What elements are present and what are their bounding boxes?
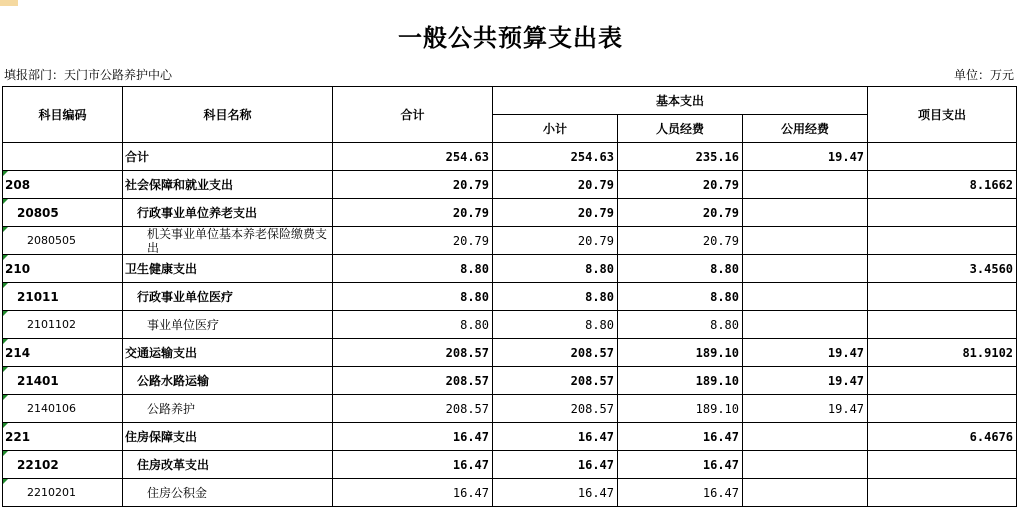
table-row[interactable] xyxy=(3,339,1017,367)
cell-name-text: 卫生健康支出 xyxy=(125,262,198,276)
cell-subtotal[interactable]: 20.79 xyxy=(493,227,618,255)
cell-name-text: 行政事业单位医疗 xyxy=(137,290,234,304)
cell-subtotal[interactable]: 8.80 xyxy=(493,311,618,339)
unit-label: 单位：万元 xyxy=(953,68,1014,82)
cell-personnel[interactable]: 189.10 xyxy=(618,339,743,367)
cell-public[interactable]: 19.47 xyxy=(743,143,868,171)
cell-comment-marker xyxy=(3,479,8,484)
cell-name[interactable] xyxy=(123,199,333,227)
cell-name-text: 住房保障支出 xyxy=(125,430,198,444)
cell-comment-marker xyxy=(3,283,8,288)
cell-total[interactable]: 20.79 xyxy=(333,227,493,255)
cell-subtotal[interactable]: 208.57 xyxy=(493,339,618,367)
cell-name[interactable] xyxy=(123,255,333,283)
cell-name-text: 住房公积金 xyxy=(147,486,208,500)
cell-name[interactable] xyxy=(123,283,333,311)
cell-code[interactable] xyxy=(3,143,123,171)
cell-personnel[interactable]: 16.47 xyxy=(618,423,743,451)
header-subtotal: 小计 xyxy=(493,115,618,143)
cell-name[interactable] xyxy=(123,311,333,339)
cell-personnel[interactable]: 20.79 xyxy=(618,199,743,227)
cell-code-text: 2210201 xyxy=(27,486,76,499)
header-name: 科目名称 xyxy=(123,87,333,143)
table-row[interactable] xyxy=(3,199,1017,227)
cell-project[interactable] xyxy=(868,451,1017,479)
table-row[interactable] xyxy=(3,255,1017,283)
cell-comment-marker xyxy=(3,199,8,204)
cell-total[interactable]: 16.47 xyxy=(333,451,493,479)
cell-public[interactable]: 19.47 xyxy=(743,395,868,423)
cell-total[interactable]: 16.47 xyxy=(333,479,493,507)
table-row[interactable] xyxy=(3,395,1017,423)
cell-code[interactable] xyxy=(3,367,123,395)
cell-code[interactable] xyxy=(3,227,123,255)
cell-comment-marker xyxy=(3,255,8,260)
cell-name-text: 公路养护 xyxy=(147,402,196,416)
cell-public[interactable] xyxy=(743,423,868,451)
cell-name-text: 机关事业单位基本养老保险缴费支出 xyxy=(147,227,328,254)
cell-total[interactable]: 20.79 xyxy=(333,171,493,199)
table-row[interactable] xyxy=(3,283,1017,311)
cell-project[interactable] xyxy=(868,143,1017,171)
cell-personnel[interactable]: 235.16 xyxy=(618,143,743,171)
cell-personnel[interactable]: 16.47 xyxy=(618,479,743,507)
cell-public[interactable] xyxy=(743,311,868,339)
cell-total[interactable]: 208.57 xyxy=(333,339,493,367)
table-row[interactable] xyxy=(3,143,1017,171)
cell-total[interactable]: 8.80 xyxy=(333,311,493,339)
cell-subtotal[interactable]: 16.47 xyxy=(493,479,618,507)
header-public: 公用经费 xyxy=(743,115,868,143)
cell-name-text: 社会保障和就业支出 xyxy=(125,178,234,192)
cell-subtotal[interactable]: 16.47 xyxy=(493,451,618,479)
cell-comment-marker xyxy=(3,227,8,232)
cell-name-text: 交通运输支出 xyxy=(125,346,198,360)
cell-code-text: 210 xyxy=(5,261,31,276)
cell-name[interactable] xyxy=(123,171,333,199)
cell-name[interactable] xyxy=(123,339,333,367)
cell-name[interactable] xyxy=(123,367,333,395)
cell-total[interactable]: 208.57 xyxy=(333,395,493,423)
cell-code[interactable] xyxy=(3,451,123,479)
cell-code-text: 214 xyxy=(5,345,31,360)
budget-table xyxy=(2,86,1017,507)
cell-code-text: 221 xyxy=(5,429,31,444)
table-row[interactable] xyxy=(3,311,1017,339)
cell-comment-marker xyxy=(3,423,8,428)
cell-comment-marker xyxy=(3,311,8,316)
cell-public[interactable]: 19.47 xyxy=(743,339,868,367)
cell-total[interactable]: 20.79 xyxy=(333,199,493,227)
cell-subtotal[interactable]: 20.79 xyxy=(493,171,618,199)
cell-project[interactable]: 81.9102 xyxy=(868,339,1017,367)
cell-personnel[interactable]: 189.10 xyxy=(618,395,743,423)
cell-code[interactable] xyxy=(3,255,123,283)
cell-subtotal[interactable]: 208.57 xyxy=(493,367,618,395)
cell-code[interactable] xyxy=(3,311,123,339)
cell-comment-marker xyxy=(3,367,8,372)
cell-public[interactable] xyxy=(743,451,868,479)
cell-name-text: 合计 xyxy=(125,150,150,164)
cell-project[interactable] xyxy=(868,227,1017,255)
cell-project[interactable]: 8.1662 xyxy=(868,171,1017,199)
cell-subtotal[interactable]: 16.47 xyxy=(493,423,618,451)
cell-personnel[interactable]: 8.80 xyxy=(618,255,743,283)
cell-total[interactable]: 208.57 xyxy=(333,367,493,395)
cell-code-text: 22102 xyxy=(17,457,59,472)
cell-corner-marker xyxy=(0,0,18,6)
cell-personnel[interactable]: 8.80 xyxy=(618,283,743,311)
cell-public[interactable] xyxy=(743,283,868,311)
cell-subtotal[interactable]: 254.63 xyxy=(493,143,618,171)
cell-name[interactable] xyxy=(123,479,333,507)
cell-subtotal[interactable]: 8.80 xyxy=(493,255,618,283)
cell-total[interactable]: 254.63 xyxy=(333,143,493,171)
cell-code[interactable] xyxy=(3,479,123,507)
cell-code-text: 2080505 xyxy=(27,234,76,247)
cell-public[interactable] xyxy=(743,171,868,199)
cell-personnel[interactable]: 20.79 xyxy=(618,171,743,199)
cell-total[interactable]: 8.80 xyxy=(333,255,493,283)
cell-public[interactable] xyxy=(743,227,868,255)
cell-code[interactable] xyxy=(3,171,123,199)
cell-name-text: 事业单位医疗 xyxy=(147,318,220,332)
cell-subtotal[interactable]: 20.79 xyxy=(493,199,618,227)
cell-project[interactable] xyxy=(868,395,1017,423)
cell-total[interactable]: 8.80 xyxy=(333,283,493,311)
header-personnel: 人员经费 xyxy=(618,115,743,143)
cell-personnel[interactable]: 16.47 xyxy=(618,451,743,479)
table-row[interactable] xyxy=(3,451,1017,479)
cell-code[interactable] xyxy=(3,339,123,367)
header-project: 项目支出 xyxy=(868,87,1017,143)
cell-name[interactable] xyxy=(123,423,333,451)
cell-public[interactable] xyxy=(743,255,868,283)
cell-name[interactable] xyxy=(123,451,333,479)
department-label: 填报部门：天门市公路养护中心 xyxy=(4,68,173,82)
cell-name-text: 行政事业单位养老支出 xyxy=(137,206,258,220)
cell-public[interactable] xyxy=(743,479,868,507)
header-code: 科目编码 xyxy=(3,87,123,143)
cell-public[interactable] xyxy=(743,199,868,227)
cell-name-text: 住房改革支出 xyxy=(137,458,210,472)
table-row[interactable] xyxy=(3,479,1017,507)
cell-project[interactable]: 6.4676 xyxy=(868,423,1017,451)
cell-subtotal[interactable]: 8.80 xyxy=(493,283,618,311)
cell-project[interactable] xyxy=(868,367,1017,395)
cell-code[interactable] xyxy=(3,283,123,311)
cell-project[interactable] xyxy=(868,283,1017,311)
cell-comment-marker xyxy=(3,171,8,176)
cell-code-text: 21401 xyxy=(17,373,59,388)
cell-project[interactable] xyxy=(868,199,1017,227)
cell-project[interactable] xyxy=(868,479,1017,507)
cell-code-text: 2101102 xyxy=(27,318,76,331)
cell-comment-marker xyxy=(3,339,8,344)
table-row[interactable] xyxy=(3,227,1017,255)
header-basic: 基本支出 xyxy=(493,87,868,115)
table-row[interactable] xyxy=(3,367,1017,395)
page-title: 一般公共预算支出表 xyxy=(398,24,623,52)
cell-name[interactable] xyxy=(123,143,333,171)
table-row[interactable] xyxy=(3,171,1017,199)
table-row[interactable] xyxy=(3,423,1017,451)
cell-project[interactable] xyxy=(868,311,1017,339)
header-total: 合计 xyxy=(333,87,493,143)
cell-code[interactable] xyxy=(3,199,123,227)
cell-name[interactable] xyxy=(123,395,333,423)
cell-comment-marker xyxy=(3,395,8,400)
cell-code[interactable] xyxy=(3,395,123,423)
cell-public[interactable]: 19.47 xyxy=(743,367,868,395)
cell-name-text: 公路水路运输 xyxy=(137,374,210,388)
cell-subtotal[interactable]: 208.57 xyxy=(493,395,618,423)
cell-code-text: 208 xyxy=(5,177,31,192)
cell-personnel[interactable]: 189.10 xyxy=(618,367,743,395)
cell-personnel[interactable]: 20.79 xyxy=(618,227,743,255)
cell-code-text: 2140106 xyxy=(27,402,76,415)
cell-comment-marker xyxy=(3,451,8,456)
cell-personnel[interactable]: 8.80 xyxy=(618,311,743,339)
table-body xyxy=(3,143,1017,507)
cell-name[interactable] xyxy=(123,227,333,255)
cell-project[interactable]: 3.4560 xyxy=(868,255,1017,283)
cell-total[interactable]: 16.47 xyxy=(333,423,493,451)
cell-code-text: 21011 xyxy=(17,289,59,304)
cell-code-text: 20805 xyxy=(17,205,59,220)
cell-code[interactable] xyxy=(3,423,123,451)
